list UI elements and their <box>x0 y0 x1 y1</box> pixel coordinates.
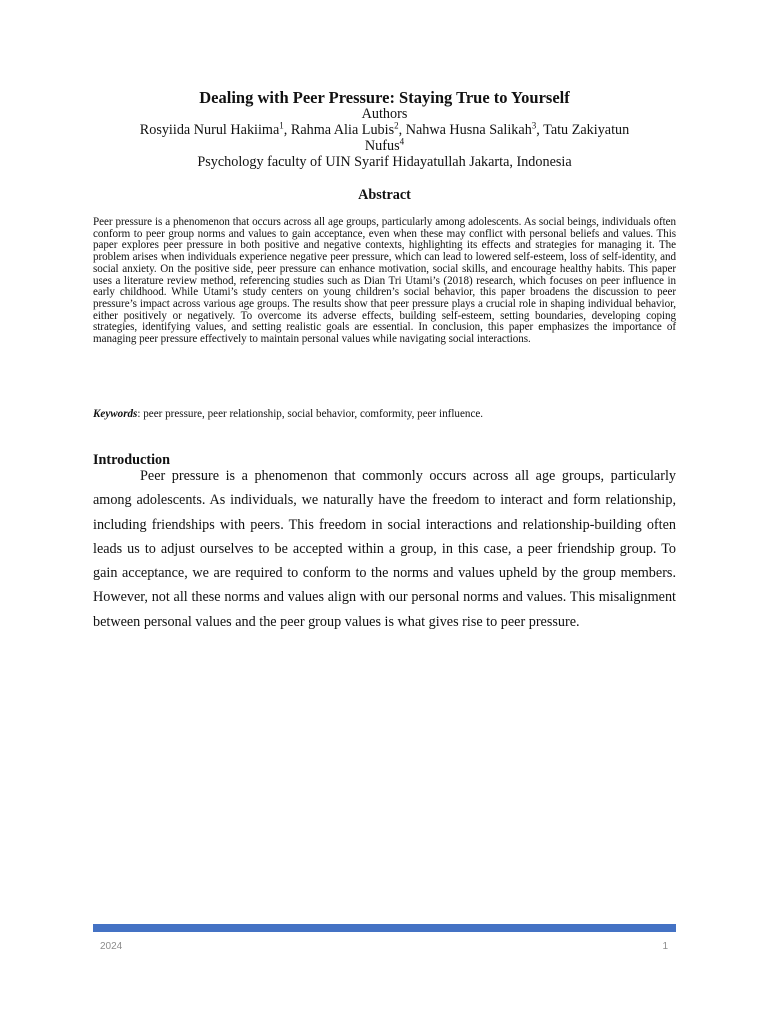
introduction-heading: Introduction <box>93 452 170 468</box>
affiliation: Psychology faculty of UIN Syarif Hidayatullah Jakarta, Indonesia <box>197 154 572 170</box>
author-name-part-2: Nufus <box>364 138 400 154</box>
page-number: 1 <box>662 941 668 952</box>
footer-year: 2024 <box>100 941 123 952</box>
authors-line-2 <box>93 138 676 154</box>
author-affiliation-number: 3 <box>531 120 537 131</box>
author-affiliation-number: 4 <box>399 136 405 147</box>
keywords-line <box>93 408 676 421</box>
author-name: Rosyiida Nurul Hakiima <box>139 122 280 138</box>
abstract-body: Peer pressure is a phenomenon that occurs across all age groups, particularly among adolescents. As social beings, individuals often conform to peer group norms and values to gain acceptance, even when these may conflict with personal beliefs and values. This paper explores peer pressure in both positive and negative contexts, highlighting its effects and strategies for managing it. The problem arises when individuals experience negative peer pressure, which can lead to lowered self-esteem, loss of self-identity, and social anxiety. On the positive side, peer pressure can enhance motivation, social skills, and encourage healthy habits. This paper uses a literature review method, referencing studies such as Dian Tri Utami’s (2018) research, which focuses on peer influence in early childhood. While Utami’s study centers on young children’s social behavior, this paper broadens the discussion to peer pressure’s impact across various age groups. The results show that peer pressure plays a crucial role in shaping individual behavior, either positively or negatively. To overcome its adverse effects, building self-esteem, setting boundaries, developing coping strategies, identifying values, and setting realistic goals are essential. In conclusion, this paper emphasizes the importance of managing peer pressure effectively to maintain personal values while navigating social interactions. <box>93 216 676 346</box>
keywords-label: Keywords <box>93 408 138 420</box>
abstract-heading: Abstract <box>358 187 411 203</box>
keywords-text: : peer pressure, peer relationship, social behavior, comformity, peer influence. <box>137 408 484 420</box>
introduction-body: Peer pressure is a phenomenon that commonly occurs across all age groups, particularly among adolescents. As individuals, we naturally have the freedom to interact and form relationship, including friendships with peers. This freedom in social interactions and relationship-building often leads us to adjust ourselves to be accepted within a group, in this case, a peer friendship group. To gain acceptance, we are required to conform to the norms and values upheld by the group members. However, not all these norms and values align with our personal norms and values. This misalignment between personal values and the peer group values is what gives rise to peer pressure. <box>93 468 676 630</box>
footer-rule <box>93 924 676 932</box>
authors-line-1: Rosyiida Nurul Hakiima$^1$, Rahma Alia Lubis$^2$, Nahwa Husna Salikah$^3$, Tatu Zakiyatun <box>139 120 630 138</box>
author-name: Rahma Alia Lubis <box>290 122 395 138</box>
author-name-part-1: Tatu Zakiyatun <box>543 122 630 138</box>
paper-title: Dealing with Peer Pressure: Staying True to Yourself <box>199 88 570 107</box>
author-affiliation-number: 2 <box>394 120 399 131</box>
author-affiliation-number: 1 <box>279 120 284 131</box>
authors-label: Authors <box>361 106 408 122</box>
author-name: Nahwa Husna Salikah <box>405 122 532 138</box>
